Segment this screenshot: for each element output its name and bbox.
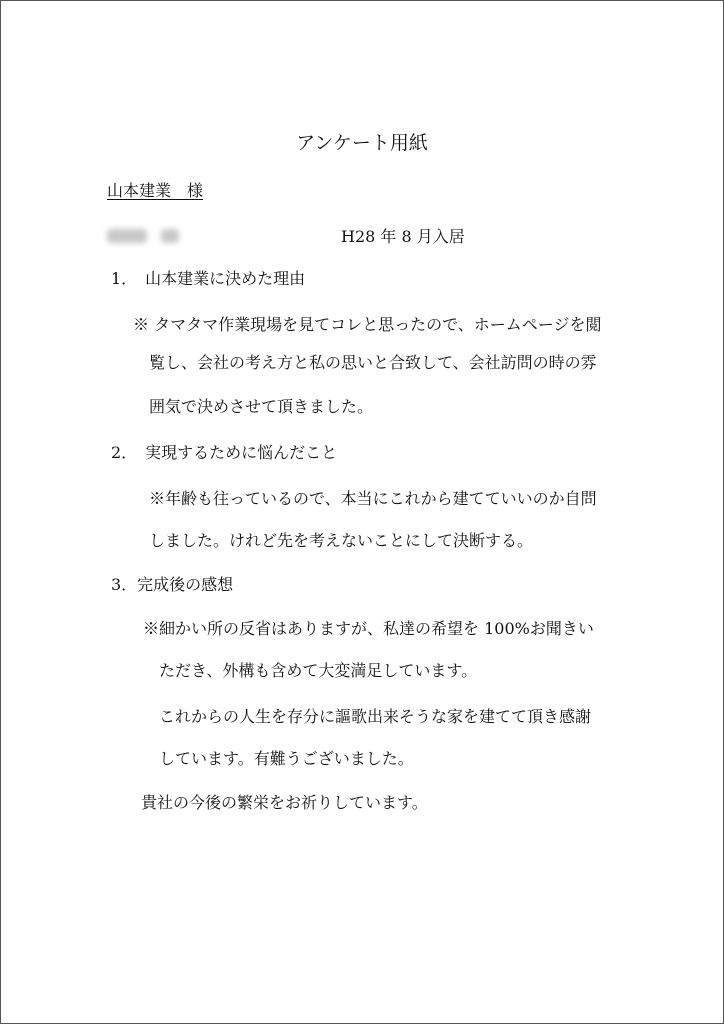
move-in-date: H28 年 8 月入居 bbox=[341, 227, 465, 246]
section-1-text: 覧し、会社の考え方と私の思いと合致して、会社訪問の時の雰 bbox=[149, 353, 597, 372]
redaction-block bbox=[161, 229, 179, 243]
section-1-heading: 1． 山本建業に決めた理由 bbox=[111, 269, 306, 288]
section-3-text: ただき、外構も含めて大変満足しています。 bbox=[159, 661, 478, 680]
redacted-customer-name bbox=[107, 229, 179, 243]
recipient-name: 山本建業 様 bbox=[107, 181, 204, 200]
section-2-text: ※年齢も往っているので、本当にこれから建てていいのか自問 bbox=[149, 489, 597, 508]
section-3-text: これからの人生を存分に謳歌出来そうな家を建てて頂き感謝 bbox=[159, 707, 592, 726]
section-3-heading: 3．完成後の感想 bbox=[111, 575, 234, 594]
section-3-text: しています。有難うございました。 bbox=[159, 749, 414, 768]
closing-remark: 貴社の今後の繁栄をお祈りしています。 bbox=[141, 793, 428, 812]
section-3-text: ※細かい所の反省はありますが、私達の希望を 100%お聞きい bbox=[143, 619, 594, 638]
document-title: アンケート用紙 bbox=[296, 132, 428, 154]
section-2-heading: 2． 実現するために悩んだこと bbox=[111, 443, 338, 462]
section-1-text: ※ タマタマ作業現場を見てコレと思ったので、ホームページを閲 bbox=[133, 315, 602, 334]
section-2-text: しました。けれど先を考えないことにして決断する。 bbox=[149, 531, 534, 550]
section-1-text: 囲気で決めさせて頂きました。 bbox=[149, 397, 374, 416]
redaction-block bbox=[107, 229, 147, 243]
